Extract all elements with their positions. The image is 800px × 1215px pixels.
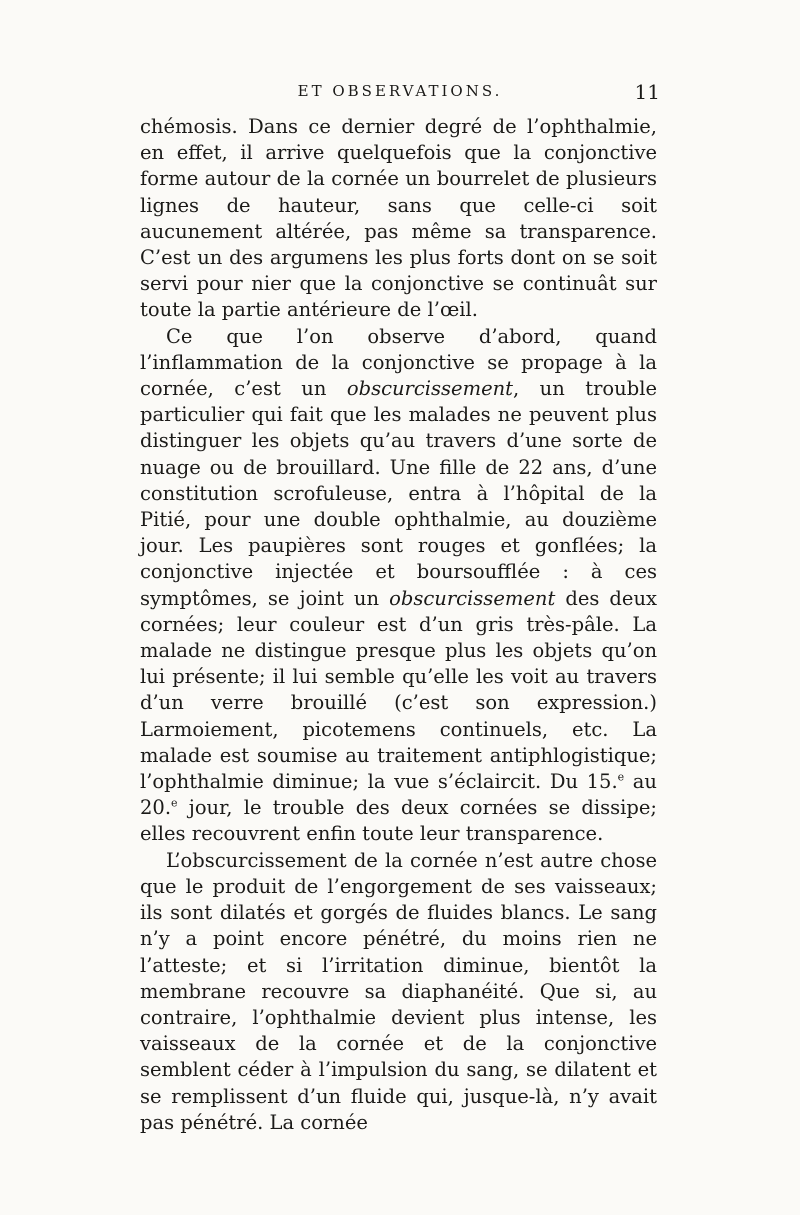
text-run: L’obscurcissement de la cornée n’est autre chose que le produit de l’engorgement de ses vaisseaux; ils sont dilatés et gorgés de fluides blancs. Le sang n’y a point encore pénétré, du moins rien ne l’atteste; et si l’irritation diminue, bientôt la membrane recouvre sa diaphanéité. Que si, au contraire, l’ophthalmie devient plus intense, les vaisseaux de la cornée et de la conjonctive semblent céder à l’impulsion du sang, se dilatent et se remplissent d’un fluide qui, jusque-là, n’y avait pas pénétré. La cornée bbox=[140, 848, 657, 1134]
ordinal-superscript: e bbox=[617, 770, 625, 784]
paragraph bbox=[140, 114, 657, 324]
italic-term: obscurcissement bbox=[346, 377, 514, 401]
text-run: chémosis. Dans ce dernier degré de l’ophthalmie, en effet, il arrive quelquefois que la conjonctive forme autour de la cornée un bourrelet de plusieurs lignes de hauteur, sans que celle-ci soit aucunement altérée, pas même sa transparence. C’est un des argumens les plus forts dont on se soit servi pour nier que la conjonctive se continuât sur toute la partie antérieure de l’œil. bbox=[140, 115, 657, 322]
body-text bbox=[140, 114, 657, 1136]
text-run: jour, le trouble des deux cornées se dissipe; elles recouvrent enfin toute leur transparence. bbox=[140, 796, 657, 846]
paragraph bbox=[140, 848, 657, 1136]
text-run: des deux cornées; leur couleur est d’un gris très-pâle. La malade ne distingue presque plus les objets qu’on lui présente; il lui semble qu’elle les voit au travers d’un verre brouillé (c’est son expression.) Larmoiement, picotemens continuels, etc. La malade est soumise au traitement antiphlogistique; l’ophthalmie diminue; la vue s’éclaircit. Du 15. bbox=[140, 586, 657, 794]
text-run: Ce que l’on observe d’abord, quand l’inflammation de la conjonctive se propage à la cornée, c’est un bbox=[140, 324, 657, 401]
running-title: ET OBSERVATIONS. bbox=[297, 82, 503, 100]
text-run: , un trouble particulier qui fait que les malades ne peuvent plus distinguer les objets qu’au travers d’une sorte de nuage ou de brouillard. Une fille de 22 ans, d’une constitution scrofuleuse, entra à l’hôpital de la Pitié, pour une double ophthalmie, au douzième jour. Les paupières sont rouges et gonflées; la conjonctive injectée et boursoufflée : à ces symptômes, se joint un bbox=[140, 377, 657, 610]
page-number: 11 bbox=[634, 80, 660, 104]
ordinal-superscript: e bbox=[171, 796, 178, 810]
running-head bbox=[140, 82, 660, 118]
paragraph bbox=[140, 324, 657, 848]
italic-term: obscurcissement bbox=[389, 586, 556, 610]
text-run: au 20. bbox=[140, 770, 657, 820]
